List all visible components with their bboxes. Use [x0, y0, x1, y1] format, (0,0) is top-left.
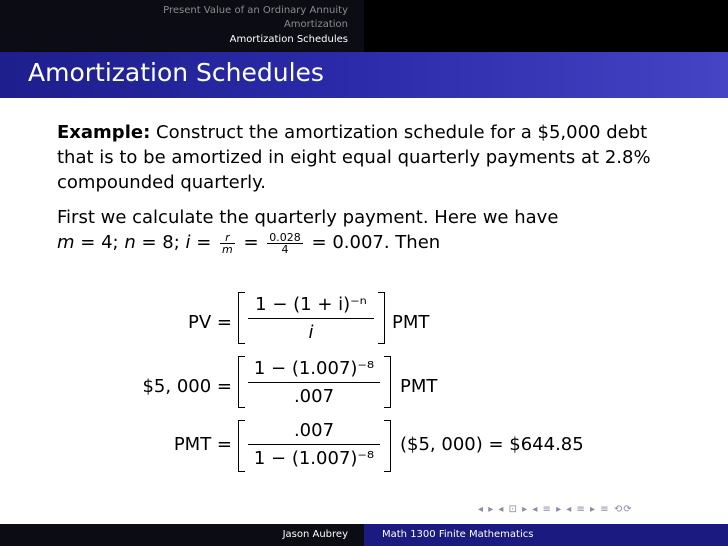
header-section-panel: [0, 0, 364, 52]
title-bar: [0, 52, 728, 98]
equation-5000-denominator: .007: [293, 386, 335, 407]
equation-pmt-lhs: PMT =: [173, 434, 232, 455]
slide-title: Amortization Schedules: [28, 58, 324, 87]
example-paragraph: [57, 120, 677, 195]
fraction-bar: [248, 444, 380, 445]
right-bracket: [384, 356, 391, 408]
footer-course: Math 1300 Finite Mathematics: [382, 529, 534, 540]
equation-pmt-denominator: 1 − (1.007)⁻⁸: [253, 448, 375, 469]
right-bracket: [378, 292, 385, 344]
equation-pv-rhs: PMT: [392, 312, 430, 333]
equation-pv-numerator: 1 − (1 + i)⁻ⁿ: [255, 294, 367, 315]
equation-5000-rhs: PMT: [400, 376, 438, 397]
header-current-subsection[interactable]: Amortization Schedules: [229, 34, 348, 45]
intro-text: First we calculate the quarterly payment. Here we have: [57, 207, 559, 228]
left-bracket: [238, 420, 245, 472]
beamer-navigation-symbols[interactable]: ◂ ▸ ◂ ⊡ ▸ ◂ ≡ ▸ ◂ ≡ ▸ ≡ ⟲⟳: [478, 504, 633, 515]
equation-pv: [0, 292, 728, 352]
n-variable: n: [124, 232, 136, 253]
left-bracket: [238, 292, 245, 344]
equation-5000: [0, 356, 728, 416]
m-denominator: m: [222, 242, 233, 256]
fraction-bar: [248, 318, 374, 319]
intro-paragraph: [57, 205, 677, 255]
r-numerator: r: [220, 232, 235, 244]
r-over-m-fraction: [220, 232, 235, 255]
example-text: Construct the amortization schedule for a $5,000 debt that is to be amortized in eight equal quarterly payments at 2.8% compounded quarterly.: [57, 122, 651, 193]
fraction-bar: [248, 382, 380, 383]
equation-5000-lhs: $5, 000 =: [142, 376, 232, 397]
equation-pmt-rhs: ($5, 000) = $644.85: [400, 434, 584, 455]
equation-pmt: [0, 420, 728, 480]
rate-denominator: 4: [281, 242, 289, 256]
rate-fraction: [267, 232, 303, 255]
equation-pv-denominator: i: [308, 322, 314, 343]
rate-numerator: 0.028: [269, 230, 301, 244]
header-section[interactable]: Present Value of an Ordinary Annuity: [163, 5, 348, 16]
footer-author-panel: [0, 524, 364, 546]
equation-pmt-numerator: .007: [293, 420, 335, 441]
equals-sign-2: =: [237, 232, 265, 253]
rate-result: = 0.007. Then: [305, 232, 441, 253]
m-variable: m: [57, 232, 75, 253]
example-label: Example:: [57, 122, 151, 143]
left-bracket: [238, 356, 245, 408]
equation-pv-lhs: PV =: [188, 312, 232, 333]
n-value: = 8;: [135, 232, 186, 253]
equation-5000-numerator: 1 − (1.007)⁻⁸: [253, 358, 375, 379]
m-value: = 4;: [74, 232, 125, 253]
footer-author: Jason Aubrey: [282, 529, 348, 540]
i-variable: i: [185, 232, 191, 253]
i-equals: =: [190, 232, 218, 253]
header-subsection[interactable]: Amortization: [283, 19, 348, 30]
right-bracket: [384, 420, 391, 472]
slide-body: [57, 120, 677, 255]
header-bar: [0, 0, 728, 52]
footer-course-panel: [364, 524, 728, 546]
footer-bar: [0, 524, 728, 546]
